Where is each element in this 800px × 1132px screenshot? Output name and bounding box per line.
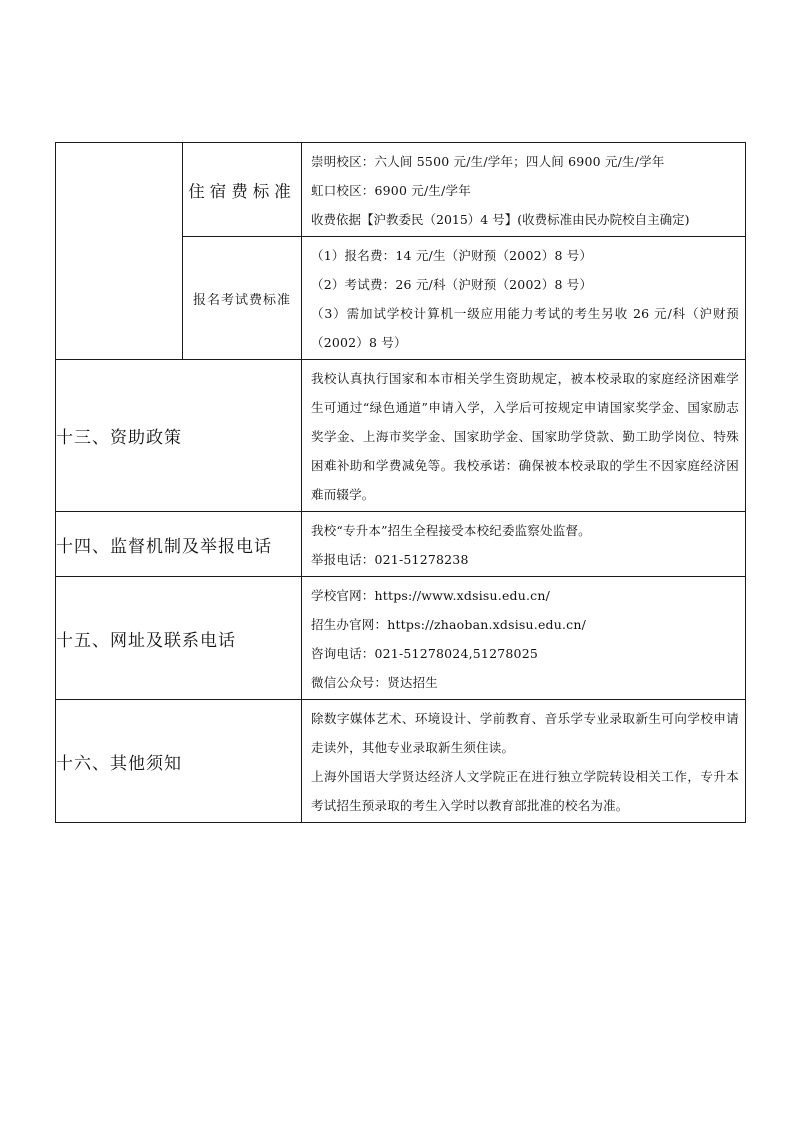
supervision-label: 十四、监督机制及举报电话 (56, 512, 302, 577)
exam-fee-content (302, 237, 746, 360)
lodging-fee-line: 虹口校区：6900 元/生/学年 (311, 183, 471, 198)
supervision-content (302, 512, 746, 577)
lodging-fee-content (302, 143, 746, 237)
table-row (56, 360, 746, 512)
exam-fee-line: （2）考试费：26 元/科（沪财预（2002）8 号） (311, 277, 593, 292)
other-notes-content (302, 700, 746, 823)
exam-fee-label: 报名考试费标准 (183, 237, 302, 360)
table-row (56, 700, 746, 823)
table-row (56, 577, 746, 700)
school-website-link[interactable]: 学校官网：https://www.xdsisu.edu.cn/ (311, 588, 551, 603)
admissions-info-table (55, 142, 746, 823)
exam-fee-line: （1）报名费：14 元/生（沪财预（2002）8 号） (311, 248, 593, 263)
consult-phone: 咨询电话：021-51278024,51278025 (311, 646, 539, 661)
aid-policy-text: 我校认真执行国家和本市相关学生资助规定，被本校录取的家庭经济困难学生可通过“绿色通道”申请入学，入学后可按规定申请国家奖学金、国家励志奖学金、上海市奖学金、国家助学金、国家助学贷款、勤工助学岗位、特殊困难补助和学费减免等。我校承诺：确保被本校录取的学生不因家庭经济困难而辍学。 (311, 371, 739, 502)
wechat-account: 微信公众号：贤达招生 (311, 675, 439, 690)
fees-section-label-cell (56, 143, 183, 360)
table-row (56, 143, 746, 237)
lodging-fee-line: 收费依据【沪教委民（2015）4 号】(收费标准由民办院校自主确定) (311, 212, 690, 227)
other-notes-paragraph: 上海外国语大学贤达经济人文学院正在进行独立学院转设相关工作，专升本考试招生预录取的考生入学时以教育部批准的校名为准。 (311, 769, 739, 813)
other-notes-paragraph: 除数字媒体艺术、环境设计、学前教育、音乐学专业录取新生可向学校申请走读外，其他专业录取新生须住读。 (311, 711, 739, 755)
lodging-fee-label: 住宿费标准 (183, 143, 302, 237)
table-row (56, 512, 746, 577)
report-phone: 举报电话：021-51278238 (311, 552, 469, 567)
admissions-website-link[interactable]: 招生办官网：https://zhaoban.xdsisu.edu.cn/ (311, 617, 587, 632)
supervision-line: 我校“专升本”招生全程接受本校纪委监察处监督。 (311, 523, 591, 538)
aid-policy-content (302, 360, 746, 512)
exam-fee-line: （3）需加试学校计算机一级应用能力考试的考生另收 26 元/科（沪财预（2002）8 号） (311, 306, 739, 350)
website-contact-content (302, 577, 746, 700)
other-notes-label: 十六、其他须知 (56, 700, 302, 823)
aid-policy-label: 十三、资助政策 (56, 360, 302, 512)
website-contact-label: 十五、网址及联系电话 (56, 577, 302, 700)
lodging-fee-line: 崇明校区：六人间 5500 元/生/学年；四人间 6900 元/生/学年 (311, 154, 665, 169)
